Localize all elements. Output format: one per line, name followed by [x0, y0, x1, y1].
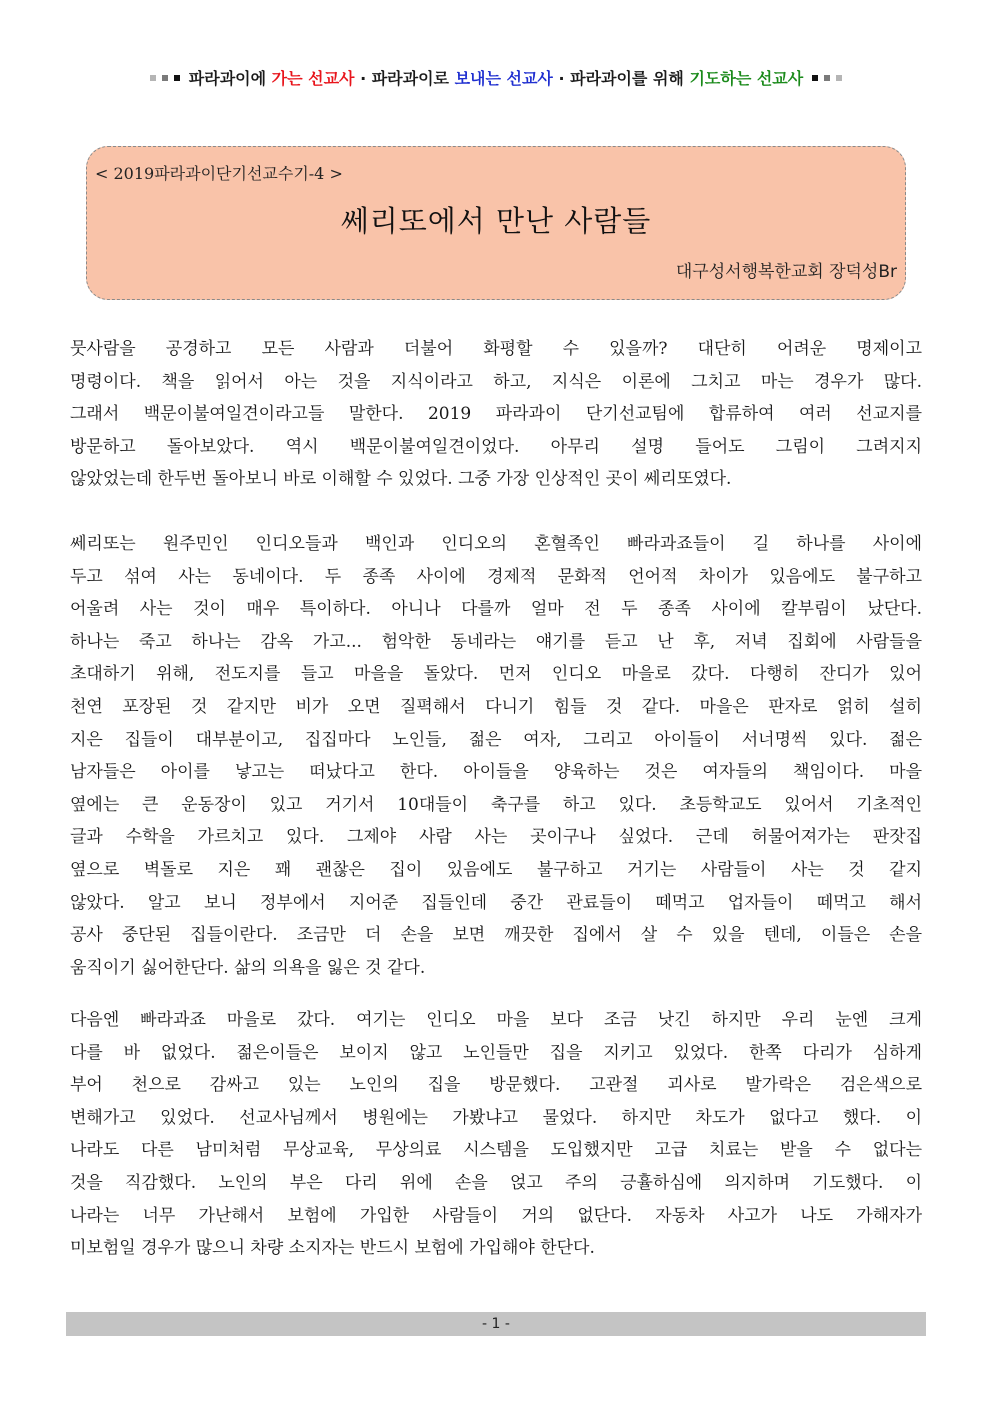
header-text-3: · 파라과이로 — [354, 69, 455, 88]
article-title: 쎄리또에서 만난 사람들 — [340, 204, 652, 238]
page-number: - 1 - — [482, 1316, 510, 1332]
header-text-pray: 기도하는 선교사 — [689, 69, 804, 88]
text-line: 두고 섞여 사는 동네이다. 두 종족 사이에 경제적 문화적 언어적 차이가 있음에도 불구하고 — [70, 566, 922, 587]
text-line: 천연 포장된 것 같지만 비가 오면 질펵해서 다니기 힘들 것 같다. 마을은 판자로 얽히 설히 — [70, 696, 922, 717]
title-box — [86, 146, 906, 300]
text-line: 움직이기 싫어한단다. 삶의 의욕을 잃은 것 같다. — [70, 957, 426, 978]
header-text-send: 보내는 선교사 — [454, 69, 553, 88]
bullet-square-icon — [836, 75, 842, 81]
text-line: 옆으로 벽돌로 지은 꽤 괜찮은 집이 있음에도 불구하고 거기는 사람들이 사는 것 같지 — [70, 859, 922, 880]
text-line: 초대하기 위해, 전도지를 들고 마을을 돌았다. 먼저 인디오 마을로 갔다. 다행히 잔디가 있어 — [70, 664, 922, 685]
text-line: 쎄리또는 원주민인 인디오들과 백인과 인디오의 혼혈족인 빠라과죠들이 길 하나를 사이에 — [70, 534, 922, 554]
text-line: 뭇사람을 공경하고 모든 사람과 더불어 화평할 수 있을까? 대단히 어려운 명제이고 — [70, 339, 922, 359]
text-line: 공사 중단된 집들이란다. 조금만 더 손을 보면 깨끗한 집에서 살 수 있을 텐데, 이들은 손을 — [70, 925, 922, 946]
text-line: 미보험일 경우가 많으니 차량 소지자는 반드시 보험에 가입해야 한단다. — [70, 1238, 595, 1259]
text-line: 그래서 백문이불여일견이라고들 말한다. 2019 파라과이 단기선교팀에 합류하여 여러 선교지를 — [70, 404, 922, 425]
footer-bar — [66, 1312, 926, 1336]
paragraph-2 — [70, 528, 922, 984]
bullet-square-icon — [174, 75, 180, 81]
text-line: 다를 바 없었다. 젊은이들은 보이지 않고 노인들만 집을 지키고 있었다. 한쪽 다리가 심하게 — [70, 1042, 922, 1063]
text-line: 글과 수학을 가르치고 있다. 그제야 사람 사는 곳이구나 싶었다. 근데 허물어져가는 판잣집 — [70, 827, 922, 848]
text-line: 지은 집들이 대부분이고, 집집마다 노인들, 젊은 여자, 그리고 아이들이 서너명씩 있다. 젊은 — [70, 729, 922, 750]
header-tagline — [0, 66, 992, 89]
text-line: 변해가고 있었다. 선교사님께서 병원에는 가봤냐고 물었다. 하지만 차도가 없다고 했다. 이 — [70, 1107, 922, 1128]
bullet-square-icon — [824, 75, 830, 81]
text-line: 부어 천으로 감싸고 있는 노인의 집을 방문했다. 고관절 괴사로 발가락은 검은색으로 — [70, 1075, 922, 1096]
bullet-square-icon — [162, 75, 168, 81]
text-line: 어울려 사는 것이 매우 특이하다. 아니나 다를까 얼마 전 두 종족 사이에 칼부림이 났단다. — [70, 599, 922, 620]
series-label: < 2019파라과이단기선교수기-4 > — [95, 164, 343, 183]
header-text-1: 파라과이에 — [188, 69, 272, 88]
header-text-go: 가는 선교사 — [271, 69, 355, 88]
text-line: 나라는 너무 가난해서 보험에 가입한 사람들이 거의 없단다. 자동차 사고가 나도 가해자가 — [70, 1205, 922, 1226]
paragraph-3 — [70, 1004, 922, 1265]
text-line: 않았었는데 한두번 돌아보니 바로 이해할 수 있었다. 그중 가장 인상적인 곳이 쎄리또였다. — [70, 469, 732, 490]
author-line: 대구성서행복한교회 장덕성Br — [675, 262, 897, 282]
text-line: 나라도 다른 남미처럼 무상교육, 무상의료 시스템을 도입했지만 고급 치료는 받을 수 없다는 — [70, 1140, 922, 1161]
bullet-square-icon — [812, 75, 818, 81]
text-line: 하나는 죽고 하나는 감옥 가고... 험악한 동네라는 얘기를 듣고 난 후, 저녁 집회에 사람들을 — [70, 631, 922, 652]
text-line: 남자들은 아이를 낳고는 떠났다고 한다. 아이들을 양육하는 것은 여자들의 책임이다. 마을 — [70, 762, 922, 783]
text-line: 것을 직감했다. 노인의 부은 다리 위에 손을 얹고 주의 긍휼하심에 의지하며 기도했다. 이 — [70, 1172, 922, 1193]
text-line: 다음엔 빠라과죠 마을로 갔다. 여기는 인디오 마을 보다 조금 낫긴 하지만 우리 눈엔 크게 — [70, 1010, 922, 1030]
paragraph-1 — [70, 333, 922, 496]
text-line: 옆에는 큰 운동장이 있고 거기서 10대들이 축구를 하고 있다. 초등학교도 있어서 기초적인 — [70, 794, 922, 815]
header-text-5: · 파라과이를 위해 — [552, 69, 690, 88]
text-line: 명령이다. 책을 읽어서 아는 것을 지식이라고 하고, 지식은 이론에 그치고 마는 경우가 많다. — [70, 371, 922, 392]
text-line: 방문하고 돌아보았다. 역시 백문이불여일견이었다. 아무리 설명 들어도 그림이 그려지지 — [70, 436, 922, 457]
text-line: 않았다. 알고 보니 정부에서 지어준 집들인데 중간 관료들이 떼먹고 업자들이 떼먹고 해서 — [70, 892, 922, 913]
bullet-square-icon — [150, 75, 156, 81]
